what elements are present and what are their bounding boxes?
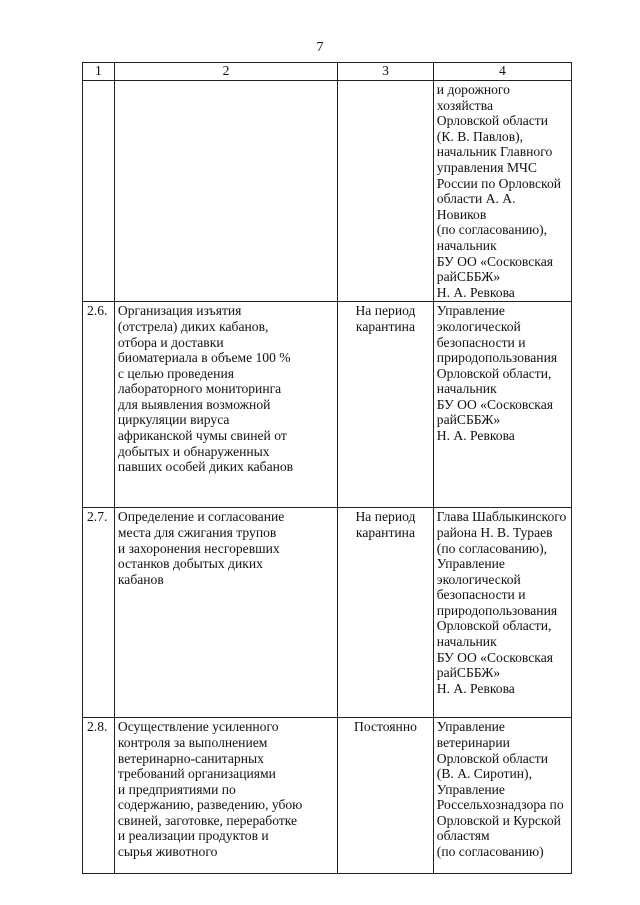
measures-table: [82, 62, 572, 874]
row-responsible: Глава Шаблыкинского района Н. В. Тураев (по согласованию), Управление экологической безопасности и природопользования Орловской области, начальник БУ ОО «Сосковская райСББЖ» Н. А. Ревкова: [433, 508, 571, 718]
row-activity: Осуществление усиленного контроля за выполнением ветеринарно-санитарных требований организациями и предприятиями по содержанию, разведению, убою свиней, заготовке, переработке и реализации продуктов и сырья животного: [114, 718, 337, 874]
header-col-1: 1: [83, 63, 115, 81]
table-row: [83, 81, 572, 302]
row-responsible: Управление экологической безопасности и природопользования Орловской области, начальник БУ ОО «Сосковская райСББЖ» Н. А. Ревкова: [433, 302, 571, 508]
row-activity: [114, 81, 337, 302]
row-number: 2.6.: [83, 302, 115, 508]
row-term: На период карантина: [338, 302, 434, 508]
row-responsible: и дорожного хозяйства Орловской области (К. В. Павлов), начальник Главного управления МЧС России по Орловской области А. А. Новиков (по согласованию), начальник БУ ОО «Сосковская райСББЖ» Н. А. Ревкова: [433, 81, 571, 302]
row-term: Постоянно: [338, 718, 434, 874]
table-row: [83, 508, 572, 718]
table-row: [83, 302, 572, 508]
row-number: [83, 81, 115, 302]
row-activity: Определение и согласование места для сжигания трупов и захоронения несгоревших останков добытых диких кабанов: [114, 508, 337, 718]
table-row: [83, 718, 572, 874]
row-term: [338, 81, 434, 302]
row-number: 2.7.: [83, 508, 115, 718]
row-activity: Организация изъятия (отстрела) диких кабанов, отбора и доставки биоматериала в объеме 100 % с целью проведения лабораторного мониторинга для выявления возможной циркуляции вируса африканской чумы свиней от добытых и обнаруженных павших особей диких кабанов: [114, 302, 337, 508]
row-term: На период карантина: [338, 508, 434, 718]
header-col-3: 3: [338, 63, 434, 81]
row-responsible: Управление ветеринарии Орловской области (В. А. Сиротин), Управление Россельхознадзора по Орловской и Курской областям (по согласованию): [433, 718, 571, 874]
header-col-4: 4: [433, 63, 571, 81]
table-header-row: [83, 63, 572, 81]
row-number: 2.8.: [83, 718, 115, 874]
header-col-2: 2: [114, 63, 337, 81]
page-number: 7: [316, 40, 324, 55]
